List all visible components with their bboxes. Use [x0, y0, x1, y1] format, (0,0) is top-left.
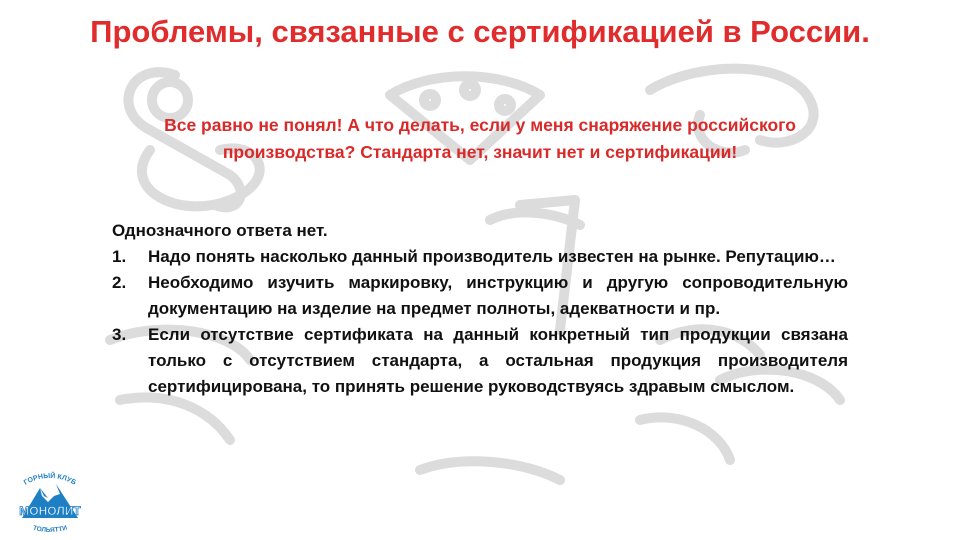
list-item-number: 1. [112, 247, 127, 266]
list-item-number: 2. [112, 273, 127, 292]
club-logo [4, 470, 96, 536]
question-text: Все равно не понял! А что делать, если у меня снаряжение российского производства? Стандарта нет, значит нет и сертификации! [164, 115, 796, 162]
logo-top-text: ГОРНЫЙ КЛУБ [22, 472, 78, 487]
answer-block [112, 218, 848, 400]
list-item [112, 270, 848, 322]
list-item-text: Необходимо изучить маркировку, инструкцию и другую сопроводительную документацию на изделие на предмет полноты, адекватности и пр. [148, 273, 848, 318]
svg-text:ТОЛЬЯТТИ [32, 525, 68, 534]
answer-list [112, 244, 848, 400]
boot-icon [420, 461, 560, 480]
list-item-text: Надо понять насколько данный производитель известен на рынке. Репутацию… [148, 247, 836, 266]
page-title: Проблемы, связанные с сертификацией в России. [90, 14, 870, 49]
logo-name: МОНОЛИТ [19, 504, 81, 518]
logo-city: ТОЛЬЯТТИ [32, 524, 68, 534]
list-item [112, 244, 848, 270]
svg-text:ГОРНЫЙ КЛУБ [23, 471, 77, 487]
list-item-text: Если отсутствие сертификата на данный конкретный тип продукции связана только с отсутствием стандарта, а остальная продукция производителя сертифицирована, то принять решение руководствуясь здравым смыслом. [148, 325, 848, 396]
list-item-number: 3. [112, 325, 127, 344]
answer-intro: Однозначного ответа нет. [112, 221, 328, 240]
list-item [112, 322, 848, 400]
